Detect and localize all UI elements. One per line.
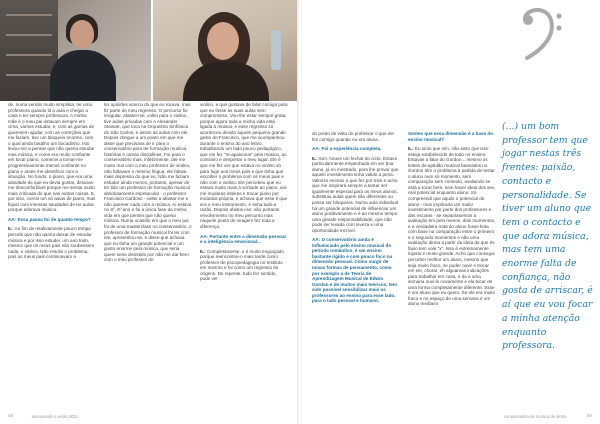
answer: IL: Ao fim de relativamente pouco tempo percebi que não queria deixar de estudar música e por isso estudei, um ano todo, mesmo que os meus pais não soubessem nada, o violino. Não resolvi o problema, pois os meus pais continuavam a: [8, 226, 95, 260]
interview-video-call-photo: [0, 0, 298, 101]
answer-continued: violino, e que gostava de falar comigo para que eu fosse às suas aulas sem compromisso. Vou-lhe estar sempre grata, porque agora toda a minha vida está ligada à música, e esse regresso só aconteceu devido àquele pequeno grande gesto do Francisco, que me acompanhou durante o ensino do ano letivo, trabalhando um lado pouco pedagógico, que me fez "re-apaixonar" pela música, ao contrário e despertar o meu lugar. Ele é que me fez ver que estava no violino só para fugir aos meus pais e que tinha que escolher o problema com os meus pais e não com o violino. Ele percebeu que eu estava muito mais à vontade ao piano, vai-me mudaras inteiras e trocar piano por iniciativa própria, e achava que esse é que era o meu instrumento, e tinha toda a razão. Depois afastou-se: não portanto envolvimento no meu percurso mas naquele ponto de viragem fez toda a diferença.: [200, 102, 288, 230]
answer: IL: Completamente, e é muito engraçado porque reencontrei-o mais tarde como professor de psicopedagogia no Instituto em mesmo e foi como um regresso às origens. De repente, tudo fez sentido, pude ver: [200, 248, 284, 282]
left-column-2: [104, 102, 192, 267]
pull-quote: (...) um bom professor tem que jogar nestas três frentes: paixão, contacto e personalidade. Se tiver um aluno que tem o contacto e que adora música, mas tem uma enorme falta de confiança, não gosta de arriscar, é aí que eu vou focar a minha atenção enquanto professora.: [502, 121, 593, 352]
question: AA: O conservatório ainda é influenciado pelo ensino musical do período romântico, é um ensino bastante rígido e com pouco foco na dimensão pessoal. Como surgir de novas formas de pensamento, como por exemplo a de Teoria de Aprendizagem Musical de Edwin Gordon e de muitos mais teóricos, tem sido possível sensibilizar mais os professores ao ensino para esse lado, para o lado pessoal e humano.: [312, 237, 398, 304]
interviewer-face: [70, 20, 94, 48]
question: AA: Foi a experiência completa.: [312, 146, 382, 152]
left-footer-text: amanuendo | verão 2021: [31, 413, 79, 419]
interviewee-body: [183, 62, 269, 101]
right-page-number: ƨƨ: [586, 413, 592, 419]
bass-clef-icon: [517, 4, 567, 64]
question: AA: Portanto entre a dimensão pessoal e a inteligência emocional...: [200, 233, 286, 245]
interviewer-body: [50, 50, 116, 101]
right-column-1: [312, 131, 400, 308]
left-column-3: [200, 102, 288, 286]
question: AA: Essa pausa foi de quanto tempo?: [8, 216, 91, 222]
water-bottle: [271, 30, 281, 70]
left-footer: [0, 408, 298, 424]
question: Sentes que essa dimensão é a base do ensino musical?: [408, 131, 494, 142]
right-page: [302, 0, 600, 424]
answer: IL: Eu sinto que sim, não sinto que isso esteja estabelecido de todo no ensino. Estavas a falar do Gordon... mesmo os testes de aptidão musical baseados no Gordon têm o problema à partida de testar o aluno num só momento, sem comparação sem contexto, avaliando se está a tocar bem, sem haver ideia dos seu real potencial enquanto aluno. Só compreendi que aquilo o potencial do aluno - mas implicaria um maior investimento por parte dos professores e das escolas - se separássemos a avaliação em pelo menos, dois momentos, e a verdadeira nota do aluno fosse feita com base na comparação entre o primeiro e o segundo momentos e não uma avaliação direta a partir da ideia de que és faxio tem vale "x". Isso é extremamente injusto e muito grande. Acho que consegui perceber melhor um aluno, mesmo que seja muito fraco, se puder ouvir e trocar em ele, chorar, eh alguamas indicações para trabalhar em casa, e da a uma semana ouvi-lo novamente e ela tocar de uma forma completamente diferente. Esse é um aluno que eu quero. Se ele era muito fraco e no espaço de uma semana é um aluno mediano: [408, 146, 496, 307]
intro-paragraph: de, numa versão muito simplista, ter uma professora quando lá a aula e chegar a casa e ter sempre professora. A minha mãe é o meu pai estavam sempre em cima, vamos estudar, e, com as gamas de querenem ajudar, com as correções que me faziam, tive um bloqueio enorme, com o qual ainda batalho um bocadinho. Isto levou-me a pensar que não queria estudar mas música, e como era muito confiante em tocar piano, comecei a tomar-me progressivamente menos confiante no piano e antes me identificar com a situação. No fundo, o piano, que era uma atividade de que eu devia gostar, deixava-me desconfortável porque me sentia muito mais criticada do que nas outras coisas. E, por isso, corrini um só aulas de piano, mas fiquei com imensas saudades de ter aulas porque adorava música.: [8, 102, 96, 213]
right-footer-text: conservatório de música de sintra: [503, 413, 567, 419]
left-page: [0, 0, 298, 424]
interviewee-video-pane: [153, 0, 298, 101]
interviewee-face: [207, 22, 239, 60]
right-column-2: [408, 131, 496, 311]
interviewer-video-pane: [0, 0, 151, 101]
answer-continued: do ponto de vista do professor o que ele fez comigo quando eu era aluna.: [312, 131, 394, 142]
left-column-1: [8, 102, 96, 264]
left-page-number: ƨƨ: [8, 413, 14, 419]
right-footer: [302, 408, 600, 424]
answer: IL: Sim, houve um fechar do ciclo. Estava particularmente empenhada em ser boa aluna, já no mestrado, para lhe provar que aquele investimento tinha valido a pena. Valorizo imenso o que fez por mim e acho que me inspirará sempre a tentar ser igualmente especial para os meus alunos, substituiu aulas quem são diferentes ou possa ser bloqueios. Numa aula individual há um grande potencial de influenciar um aluno positivamente e é ao mesmo tempo uma grande responsabilidade, que não pode ser levada com leveza e uma oportunidade incrível.: [312, 155, 399, 233]
answer-continued: ter opiniões acerca do que eu tocava, mas fiz parte do meu regresso. O percurso foi irregular, afastei-me, voltei para o violino, tive aulas privadas com o Alexander Stewart, que toca na Orquestra Sinfónica do São Carlos, e assim as aulas com ele. Depois chegue a um ponto em que me disse que precisava de ir para o conservatório para ter formação musical, histórias e outras disciplinas. Foi para o conservatório mas, infelizmente, dei-me muito mal com o meu professor de violino, não faltavam o mesmo língua, ele falava mais depressa do que eu. Não me faziam estudar ainda menos, portanto, apesar de ter tido um professor de formação musical absolutamente espetacular - o professor Francisco Cardoso - voltei a afastar-me e não quereer nada com a música. Aí estava no 8º, 9º ano e foi a única fase da minha vida em que pensei que não queria música. Numa ocasião em que o meu pai foi de uma masterclass no conservatório, o professor de formação musical foi ter com ele, apresentou-se, e disse-que achava que eu tinha um grande potencial e um gosto enorme pela música, que seria quem seria desistido por não me dar bem com o meu professor de: [104, 102, 192, 263]
